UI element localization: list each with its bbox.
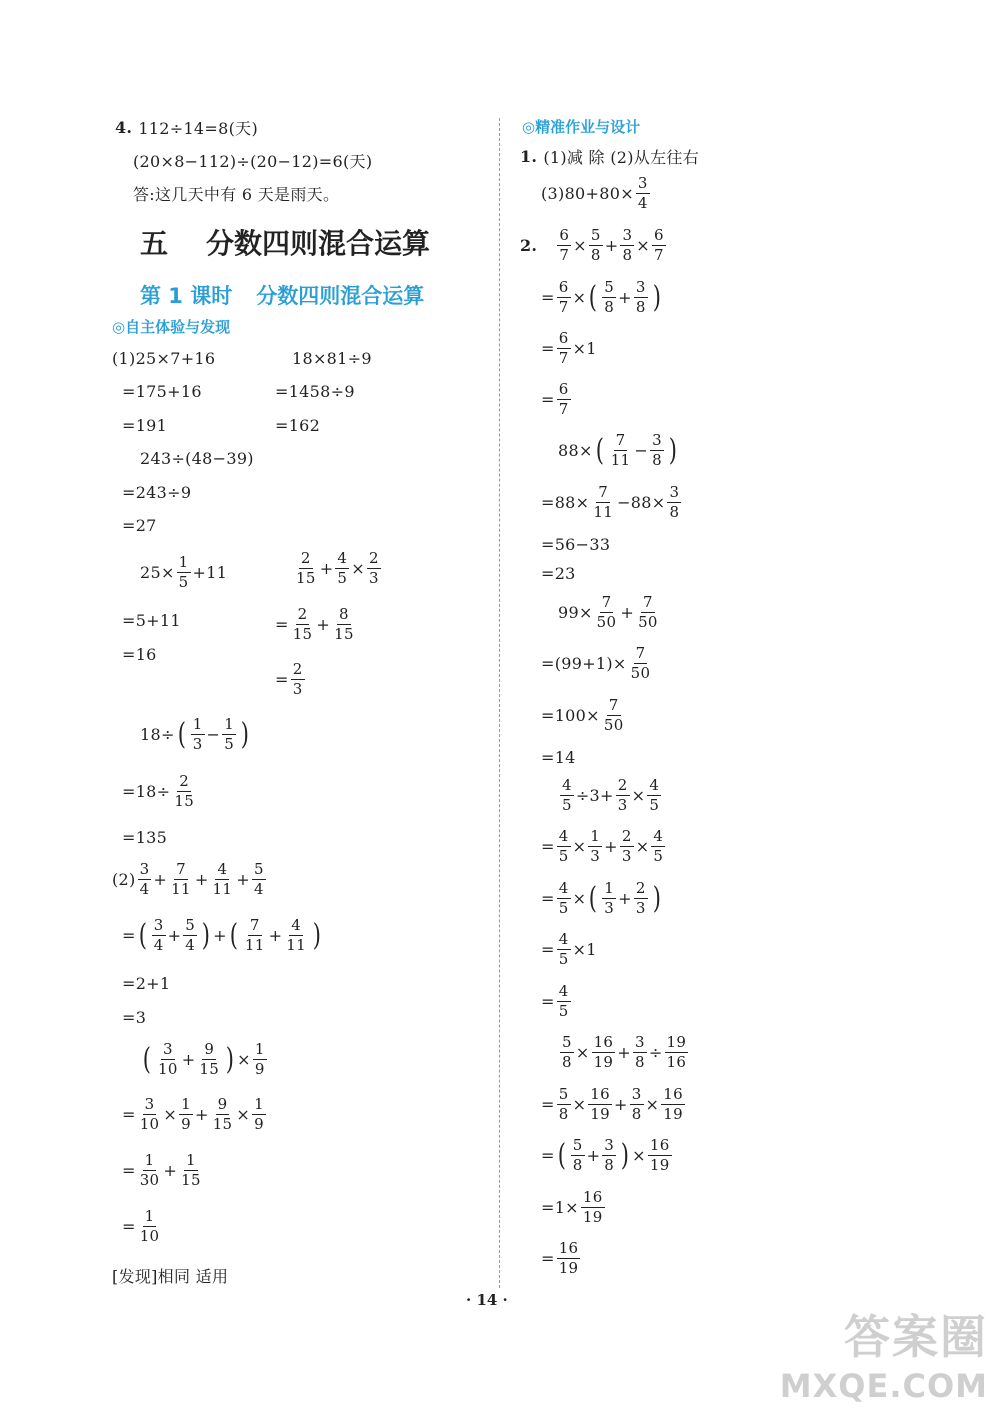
- lesson-title: 第 1 课时 分数四则混合运算: [140, 284, 425, 308]
- p1-e3: = $\frac{2}{3}$: [275, 660, 303, 698]
- q2-d5: = $\frac{4}{5}$: [541, 982, 569, 1020]
- q2-a4: = $\frac{6}{7}$: [541, 380, 569, 418]
- page-number: · 14 ·: [466, 1291, 508, 1309]
- p1-d1: 25× $\frac{1}{5}$ +11: [140, 553, 228, 591]
- p1-b3: =162: [275, 416, 321, 435]
- p2-g1: (2) $\frac{3}{4}$ + $\frac{7}{11}$ + $\frac{4}{11}$ + $\frac{5}{4}$: [112, 860, 264, 898]
- q2-e5: = $\frac{16}{19}$: [541, 1239, 579, 1277]
- p1-e2: = $\frac{2}{15}$ + $\frac{8}{15}$: [275, 605, 354, 643]
- p1-d3: =16: [122, 645, 157, 664]
- p2-k2: = $\frac{3}{10}$ × $\frac{1}{9}$ + $\frac{9}{15}$ × $\frac{1}{9}$: [122, 1095, 264, 1133]
- p1-b1: 18×81÷9: [292, 349, 372, 368]
- p1-d2: =5+11: [122, 611, 181, 630]
- p2-g4: =3: [122, 1008, 147, 1027]
- watermark-logo: 答案圈: [844, 1310, 988, 1364]
- p2-k4: = $\frac{1}{10}$: [122, 1207, 160, 1245]
- q2-d3: = $\frac{4}{5}$ × ( $\frac{1}{3}$ + $\frac{2}{3}$ ): [541, 879, 661, 917]
- q2-c4: =14: [541, 748, 576, 767]
- p1-c1: 243÷(48−39): [140, 449, 254, 468]
- p2-k1: ( $\frac{3}{10}$ + $\frac{9}{15}$ ) × $\frac{1}{9}$: [142, 1040, 265, 1078]
- column-divider: [499, 118, 500, 1288]
- q1-line1: 1. (1)减 除 (2)从左往右: [520, 147, 700, 167]
- section-heading-self: ◎自主体验与发现: [112, 318, 231, 336]
- chapter-title: 五 分数四则混合运算: [140, 227, 431, 260]
- q2-b4: =23: [541, 564, 576, 583]
- q2-d4: = $\frac{4}{5}$ ×1: [541, 930, 597, 968]
- q4-answer: 答:这几天中有 6 天是雨天。: [133, 185, 340, 204]
- watermark-url: MXQE.COM: [779, 1367, 988, 1405]
- q2-e3: = ( $\frac{5}{8}$ + $\frac{3}{8}$ ) × $\frac{16}{19}$: [541, 1136, 670, 1174]
- q2-b2: =88× $\frac{7}{11}$ −88× $\frac{3}{8}$: [541, 483, 680, 521]
- p1-c3: =27: [122, 516, 157, 535]
- p2-g3: =2+1: [122, 974, 171, 993]
- p1-c2: =243÷9: [122, 483, 192, 502]
- p1-a3: =191: [122, 416, 168, 435]
- q2-c2: =(99+1)× $\frac{7}{50}$: [541, 644, 651, 682]
- q2-d2: = $\frac{4}{5}$ × $\frac{1}{3}$ + $\frac{2}{3}$ × $\frac{4}{5}$: [541, 827, 664, 865]
- q2-d1: $\frac{4}{5}$ ÷3+ $\frac{2}{3}$ × $\frac{4}{5}$: [562, 776, 660, 814]
- q1-line2: (3)80+80× $\frac{3}{4}$: [541, 174, 648, 212]
- p1-f3: =135: [122, 828, 168, 847]
- section-heading-practice: ◎精准作业与设计: [522, 118, 641, 136]
- q2-c1: 99× $\frac{7}{50}$ + $\frac{7}{50}$: [558, 593, 658, 631]
- p2-k3: = $\frac{1}{30}$ + $\frac{1}{15}$: [122, 1151, 201, 1189]
- q2-b3: =56−33: [541, 535, 611, 554]
- q4-line2: (20×8−112)÷(20−12)=6(天): [133, 152, 373, 171]
- watermark: [780, 1301, 988, 1405]
- q2-e4: =1× $\frac{16}{19}$: [541, 1188, 603, 1226]
- p1-e1: $\frac{2}{15}$ + $\frac{4}{5}$ × $\frac{2}{3}$: [296, 549, 379, 587]
- p1-f1: 18÷ ( $\frac{1}{3}$ − $\frac{1}{5}$ ): [140, 715, 250, 753]
- q2-c3: =100× $\frac{7}{50}$: [541, 696, 624, 734]
- q2-a3: = $\frac{6}{7}$ ×1: [541, 329, 597, 367]
- q2-e1: $\frac{5}{8}$ × $\frac{16}{19}$ + $\frac{3}{8}$ ÷ $\frac{19}{16}$: [562, 1033, 687, 1071]
- q2-e2: = $\frac{5}{8}$ × $\frac{16}{19}$ + $\frac{3}{8}$ × $\frac{16}{19}$: [541, 1085, 683, 1123]
- p1-f2: =18÷ $\frac{2}{15}$: [122, 772, 195, 810]
- p1-a2: =175+16: [122, 382, 202, 401]
- q2-b1: 88× ( $\frac{7}{11}$ − $\frac{3}{8}$ ): [558, 431, 678, 469]
- q2-a2: = $\frac{6}{7}$ × ( $\frac{5}{8}$ + $\frac{3}{8}$ ): [541, 278, 661, 316]
- p1-b2: =1458÷9: [275, 382, 355, 401]
- discovery-line: [发现]相同 适用: [112, 1267, 229, 1286]
- q4-line1: 4. 112÷14=8(天): [115, 118, 258, 138]
- q2-a1: 2. $\frac{6}{7}$ × $\frac{5}{8}$ + $\frac{3}{8}$ × $\frac{6}{7}$: [520, 226, 664, 264]
- p1-a1: (1) 25×7+16: [112, 349, 216, 368]
- p2-g2: = ( $\frac{3}{4}$ + $\frac{5}{4}$ ) + ( $\frac{7}{11}$ + $\frac{4}{11}$ ): [122, 916, 322, 954]
